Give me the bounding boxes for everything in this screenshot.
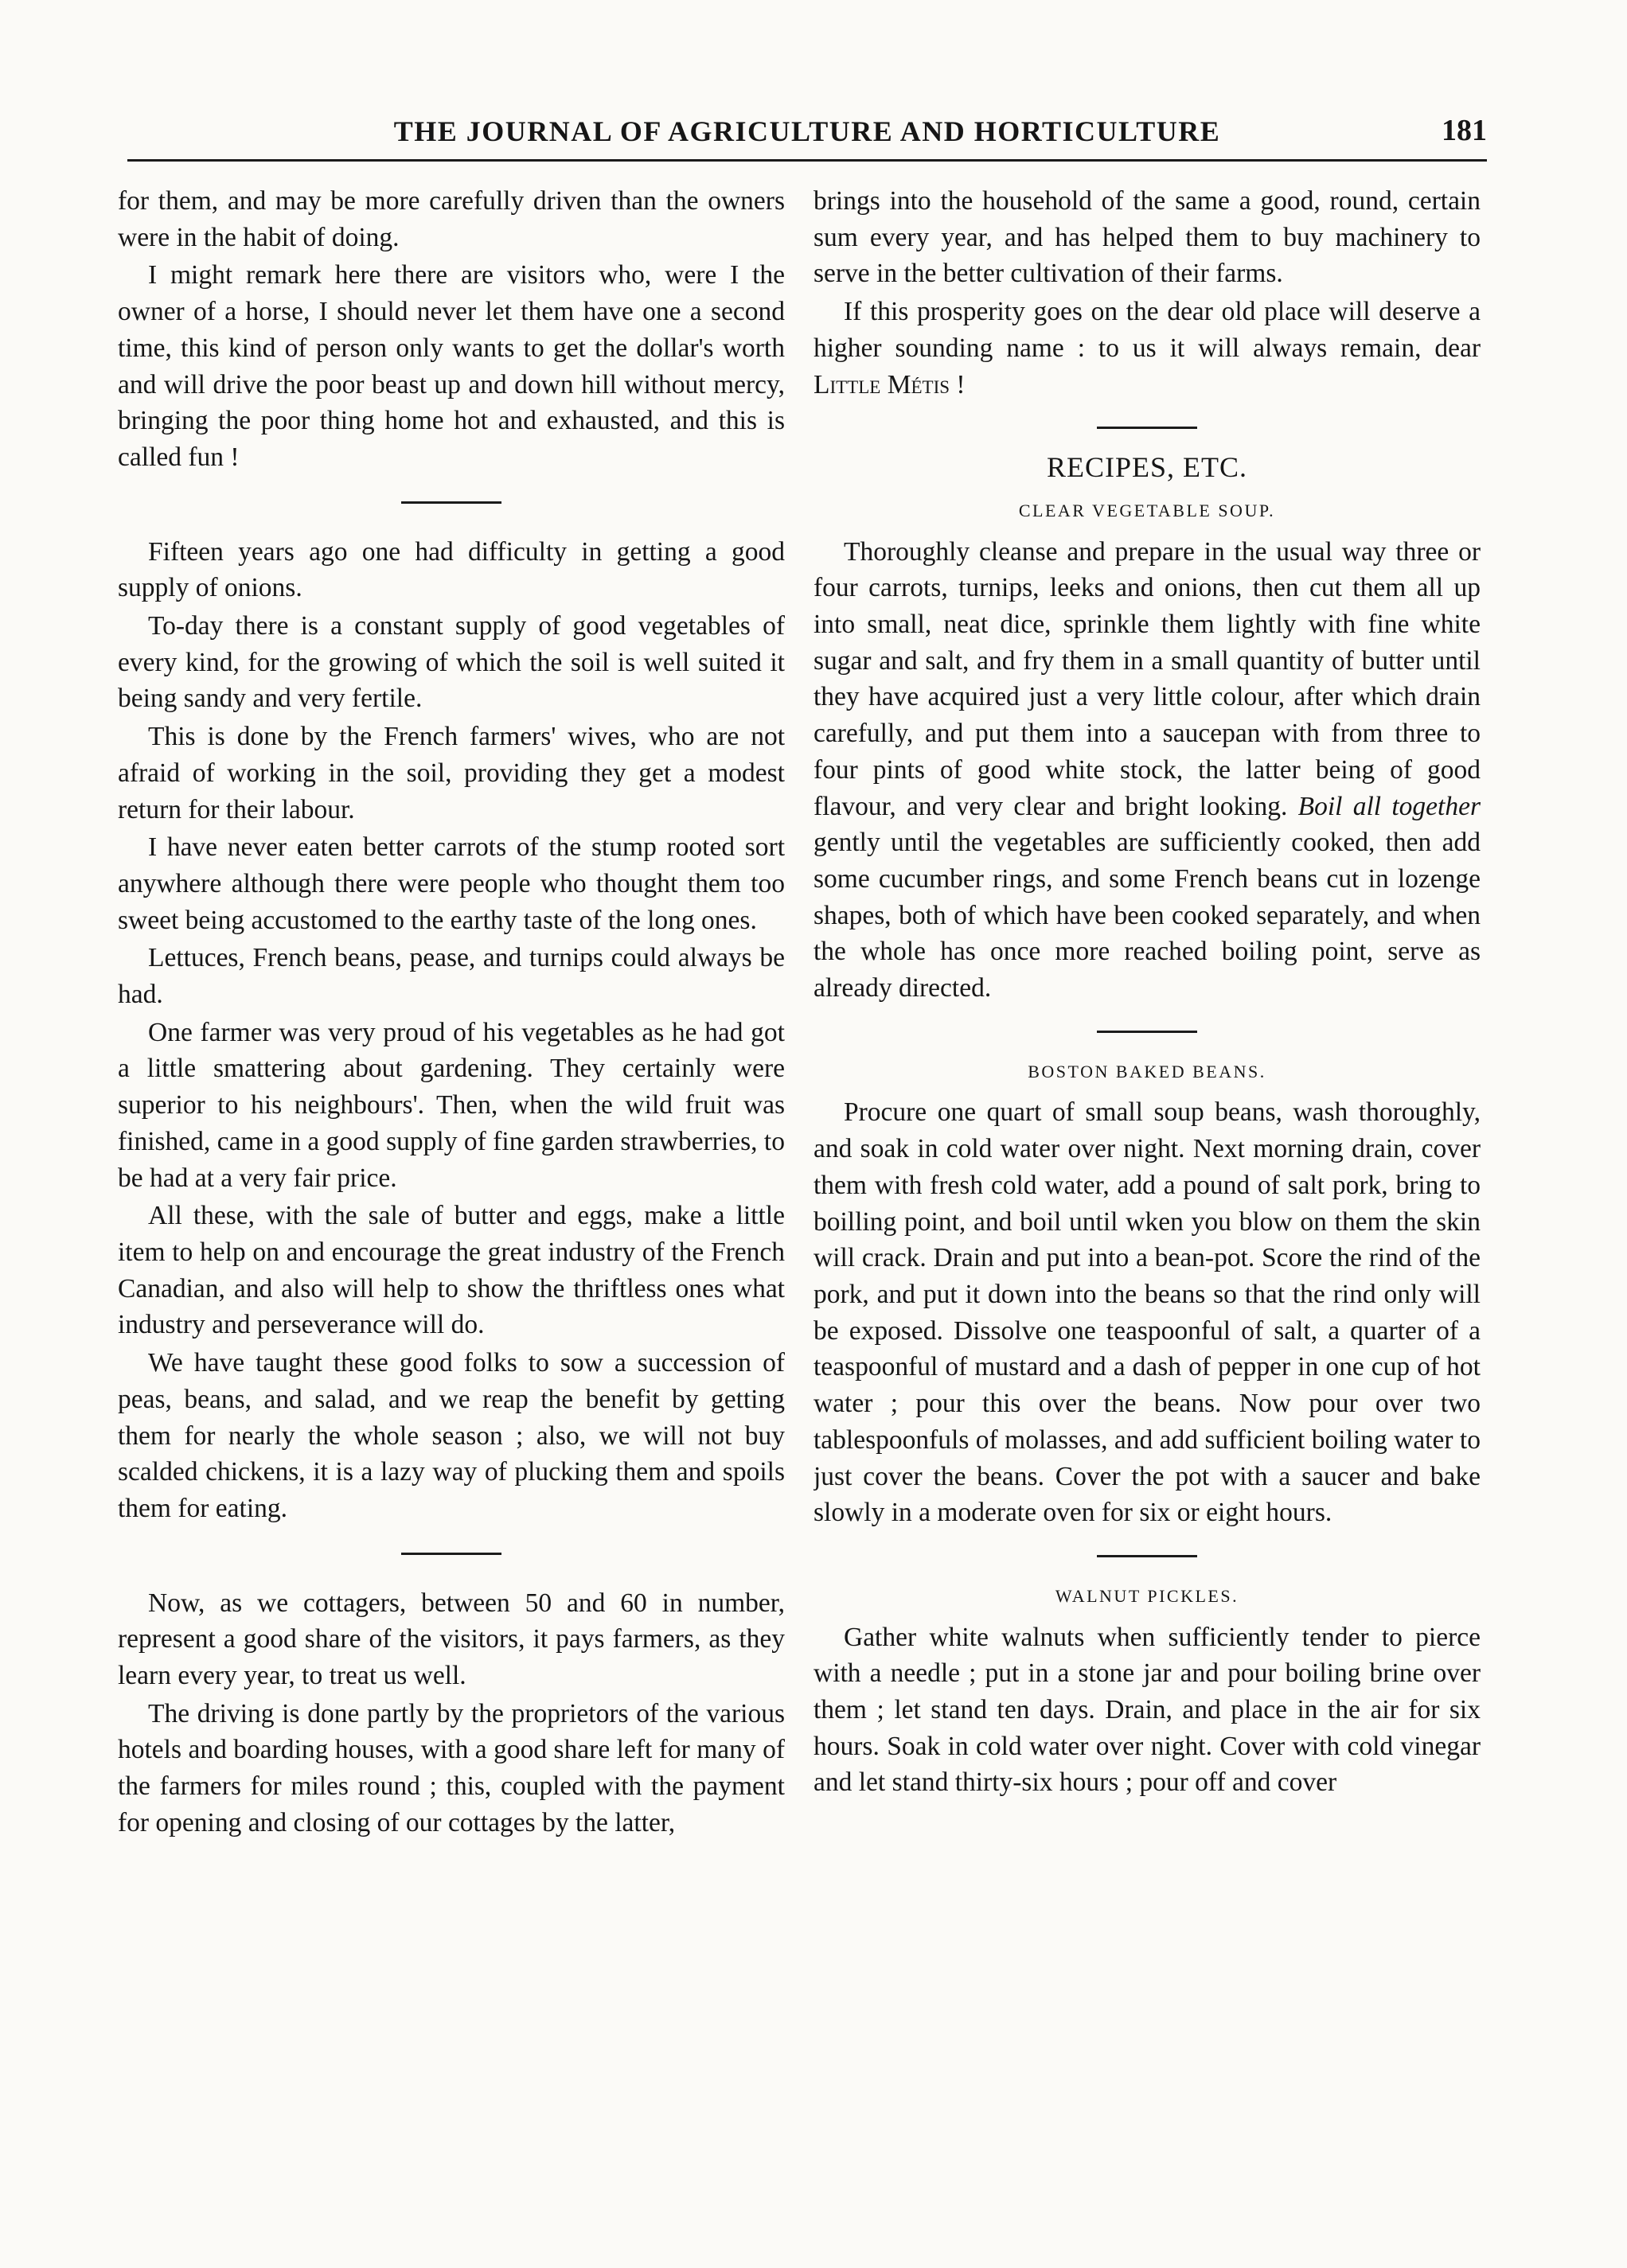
recipe-body: Procure one quart of small soup beans, wash thoroughly, and soak in cold water over night. Next morning drain, cover them with fresh cold water, add a pound of salt pork, bring to boilling point, and boil until wken you blow on them the skin will crack. Drain and put into a bean-pot. Score the rind of the pork, and put it down into the beans so that the rind only will be exposed. Dissolve one teaspoonful of salt, a quarter of a teaspoonful of mustard and a dash of pepper in one cup of hot water ; pour this over the beans. Now pour over two tablespoonfuls of molasses, and add sufficient boiling water to just cover the beans. Cover the pot with a saucer and bake slowly in a moderate oven for six or eight hours. (814, 1097, 1481, 1528)
place-name: Little Métis (814, 369, 950, 399)
running-head (127, 110, 1487, 158)
separator-rule (1097, 427, 1197, 429)
recipe-italic-text: Boil all together (1297, 791, 1481, 821)
paragraph: To-day there is a constant supply of good vegetables of every kind, for the growing of which the soil is well suited it being sandy and very fertile. (118, 611, 785, 714)
separator-rule (1097, 1031, 1197, 1033)
paragraph: This is done by the French farmers' wives, who are not afraid of working in the soil, providing they get a modest return for their labour. (118, 722, 785, 824)
paragraph-text: If this prosperity goes on the dear old place will deserve a higher sounding name : to us it will always remain, dear (814, 297, 1481, 363)
paragraph: Now, as we cottagers, between 50 and 60 in number, represent a good share of the visitors, it pays farmers, as they learn every year, to treat us well. (118, 1588, 785, 1691)
paragraph-end: ! (950, 369, 966, 399)
page-number: 181 (1442, 114, 1487, 147)
separator-rule (401, 1553, 501, 1555)
paragraph: All these, with the sale of butter and eggs, make a little item to help on and encourage the great industry of the French Canadian, and also will help to show the thriftless ones what industry and perseverance will do. (118, 1201, 785, 1340)
left-column (118, 183, 785, 2204)
paragraph: One farmer was very proud of his vegetables as he had got a little smattering about gardening. They certainly were superior to his neighbours'. Then, when the wild fruit was finished, came in a good supply of fine garden strawberries, to be had at a very fair price. (118, 1017, 785, 1193)
recipe-title: WALNUT PICKLES. (1055, 1585, 1239, 1606)
running-title: THE JOURNAL OF AGRICULTURE AND HORTICULTURE (393, 115, 1221, 147)
paragraph: I might remark here there are visitors who, were I the owner of a horse, I should never let them have one a second time, this kind of person only wants to get the dollar's worth and will drive the poor beast up and down hill without mercy, bringing the poor thing home hot and exhausted, and this is called fun ! (118, 260, 785, 472)
header-rule (127, 159, 1487, 162)
paragraph (814, 294, 1481, 403)
paragraph: I have never eaten better carrots of the stump rooted sort anywhere although there were people who thought them too sweet being accustomed to the earthy taste of the long ones. (118, 832, 785, 935)
paragraph: brings into the household of the same a good, round, certain sum every year, and has helped them to buy machinery to serve in the better cultivation of their farms. (814, 186, 1481, 289)
paragraph: Lettuces, French beans, pease, and turnips could always be had. (118, 943, 785, 1010)
separator-rule (1097, 1555, 1197, 1557)
right-column (814, 183, 1481, 2204)
recipe-body: Gather white walnuts when sufficiently tender to pierce with a needle ; put in a stone jar and pour boiling brine over them ; let stand ten days. Drain, and place in the air for six hours. Soak in cold water over night. Cover with cold vinegar and let stand thirty-six hours ; pour off and cover (814, 1622, 1481, 1798)
recipe-title: BOSTON BAKED BEANS. (1028, 1061, 1266, 1081)
paragraph: We have taught these good folks to sow a succession of peas, beans, and salad, and we reap the benefit by getting them for nearly the whole season ; also, we will not buy scalded chickens, it is a lazy way of plucking them and spoils them for eating. (118, 1348, 785, 1523)
recipe-title: CLEAR VEGETABLE SOUP. (1018, 500, 1276, 520)
paragraph: for them, and may be more carefully driven than the owners were in the habit of doing. (118, 186, 785, 252)
paragraph: The driving is done partly by the proprietors of the various hotels and boarding houses, with a good share left for many of the farmers for miles round ; this, coupled with the payment for opening and closing of our cottages by the latter, (118, 1698, 785, 1837)
section-heading: RECIPES, ETC. (1046, 451, 1248, 484)
recipe-text: gently until the vegetables are sufficiently cooked, then add some cucumber rings, and some French beans cut in lozenge shapes, both of which have been cooked separately, and when the whole has once more reached boiling point, serve as already directed. (814, 828, 1481, 1003)
recipe-text: Thoroughly cleanse and prepare in the usual way three or four carrots, turnips, leeks and onions, then cut them all up into small, neat dice, sprinkle them lightly with fine white sugar and salt, and fry them in a small quantity of butter until they have acquired just a very little colour, after which drain carefully, and put them into a saucepan with from three to four pints of good white stock, the latter being of good flavour, and very clear and bright looking. (814, 536, 1481, 821)
separator-rule (401, 501, 501, 504)
paragraph: Fifteen years ago one had difficulty in getting a good supply of onions. (118, 536, 785, 603)
recipe-body (814, 534, 1481, 1007)
